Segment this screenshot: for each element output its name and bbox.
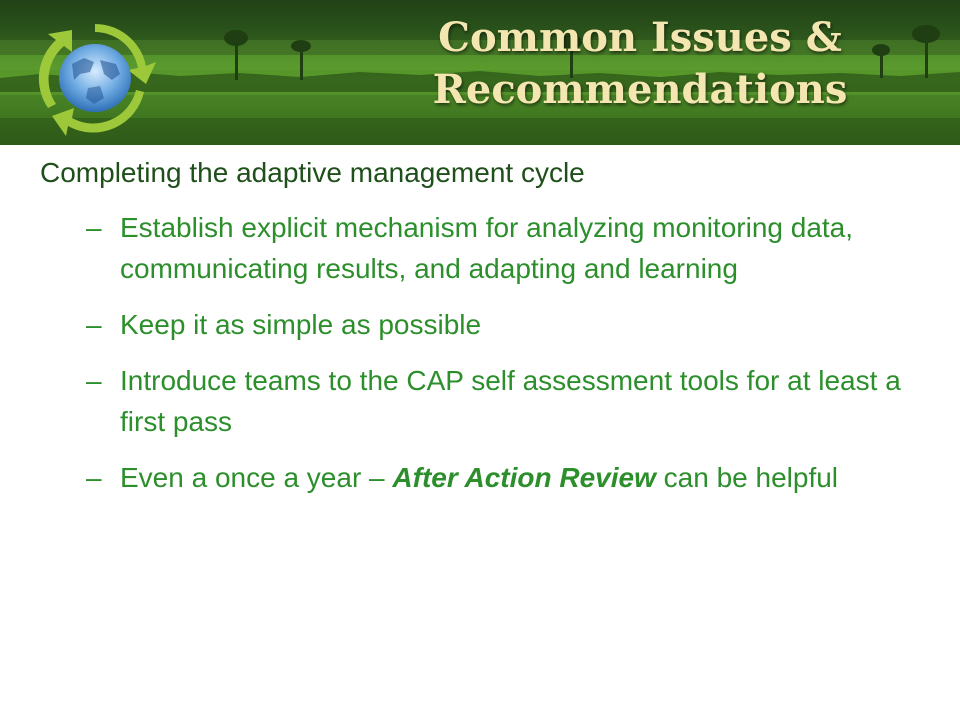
title-line-1: Common Issues &: [438, 14, 842, 61]
item-text: Establish explicit mechanism for analyzing monitoring data, communicating results, and adapting and learning: [120, 212, 854, 284]
item-text-after: can be helpful: [655, 462, 839, 493]
item-text-before: Even a once a year –: [120, 462, 393, 493]
item-text: Introduce teams to the CAP self assessment tools for at least a first pass: [120, 365, 901, 437]
section-heading: Completing the adaptive management cycle: [40, 157, 585, 188]
list-item: [86, 457, 936, 498]
recommendation-list: [86, 207, 936, 513]
list-item: [86, 207, 936, 289]
emphasis-text: After Action Review: [392, 462, 656, 493]
slide-title: [380, 12, 900, 116]
dash-bullet: –: [86, 365, 102, 396]
item-text: Keep it as simple as possible: [120, 309, 482, 340]
list-item: [86, 360, 936, 442]
title-line-2: Recommendations: [432, 66, 848, 113]
slide-body: [0, 145, 960, 720]
header-banner: [0, 0, 960, 145]
dash-bullet: –: [86, 462, 102, 493]
recycle-globe-icon: [28, 18, 162, 136]
dash-bullet: –: [86, 309, 102, 340]
list-item: [86, 304, 936, 345]
dash-bullet: –: [86, 212, 102, 243]
